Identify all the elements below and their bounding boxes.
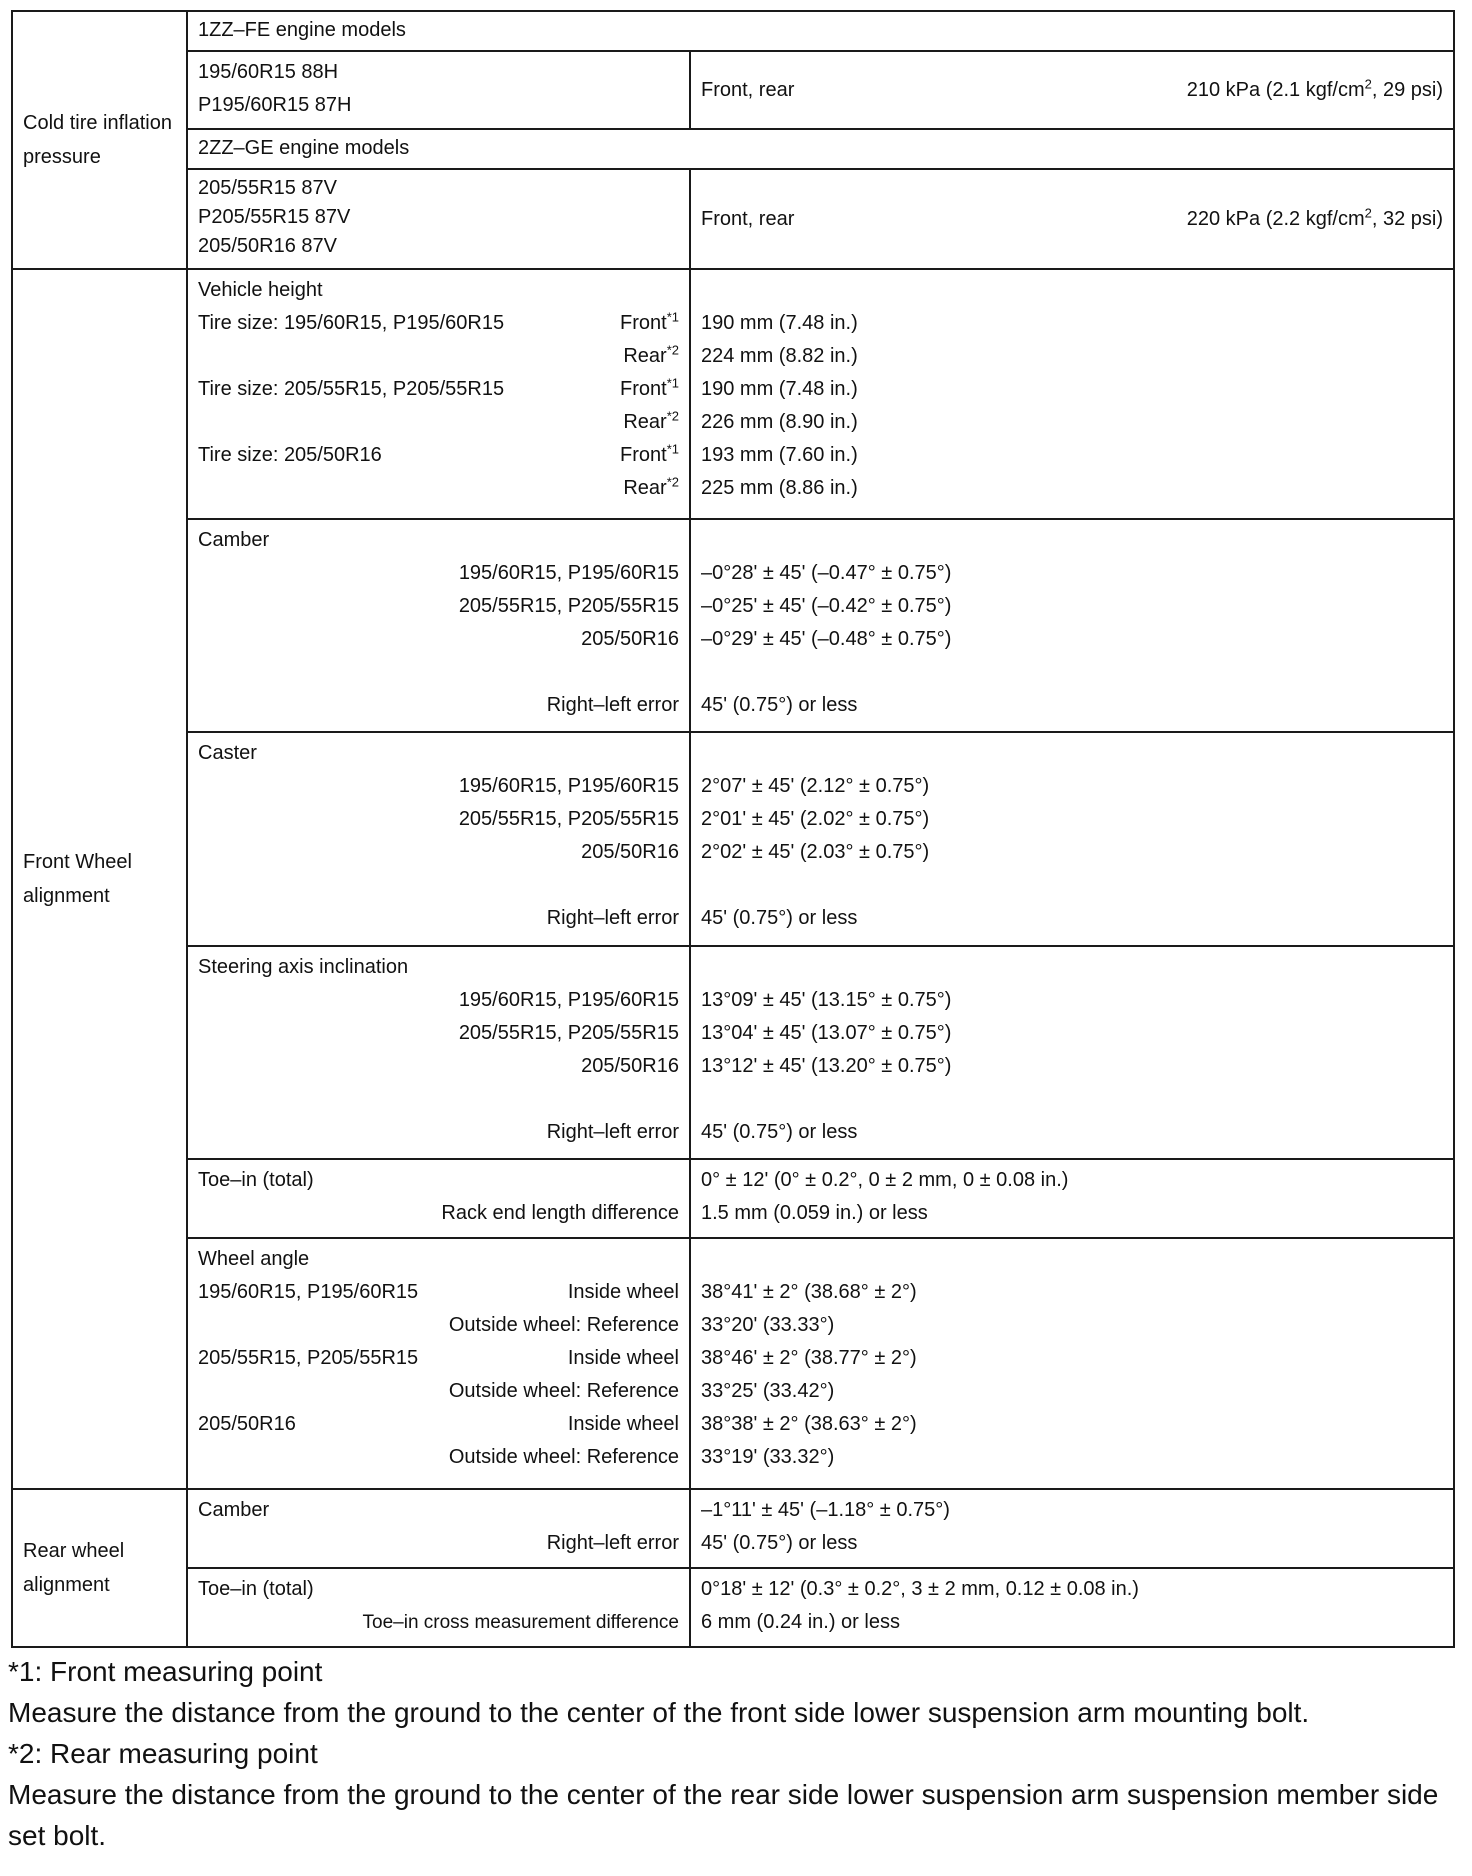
caster-value: 2°02' ± 45' (2.03° ± 0.75°) [701, 841, 930, 864]
vehicle-height-value: 190 mm (7.48 in.) [701, 311, 858, 334]
rear-camber-title: Camber [198, 1498, 270, 1521]
toe-in-value: 0° ± 12' (0° ± 0.2°, 0 ± 2 mm, 0 ± 0.08 in.) [701, 1169, 1069, 1192]
rear-alignment-label-line1: Rear wheel [23, 1539, 125, 1562]
caster-error-value: 45' (0.75°) or less [701, 907, 858, 930]
rear-toe-in-title: Toe–in (total) [198, 1577, 314, 1600]
vehicle-height-value: 226 mm (8.90 in.) [701, 410, 858, 433]
list-item: Outside wheel: Reference [448, 1446, 679, 1469]
rear-toe-in-value: 0°18' ± 12' (0.3° ± 0.2°, 3 ± 2 mm, 0.12 ± 0.08 in.) [701, 1577, 1139, 1600]
engine-1zz-pressure [690, 51, 1454, 129]
vehicle-height-values [690, 269, 1454, 519]
tire-pressure-label-line2: pressure [23, 145, 101, 168]
engine-1zz-title: 1ZZ–FE engine models [187, 11, 1454, 51]
engine-2zz-title: 2ZZ–GE engine models [187, 129, 1454, 169]
toe-in-values [690, 1159, 1454, 1238]
list-item: Outside wheel: Reference [448, 1314, 679, 1337]
camber-title: Camber [198, 529, 270, 551]
list-item: Tire size: 205/50R16 Front$^{*1}$ [198, 440, 679, 466]
rack-end-label: Rack end length difference [441, 1202, 679, 1225]
caster-value: 2°07' ± 45' (2.12° ± 0.75°) [701, 775, 930, 798]
list-item: 205/55R15, P205/55R15 [458, 1021, 679, 1044]
vehicle-height-labels [187, 269, 690, 519]
rear-alignment-label-line2: alignment [23, 1573, 110, 1596]
steering-value: 13°09' ± 45' (13.15° ± 0.75°) [701, 988, 952, 1011]
note2-text: Measure the distance from the ground to the center of the rear side lower suspension arm suspension member side set bolt. [8, 1779, 1439, 1851]
list-item: 205/50R16 [581, 841, 679, 864]
wheel-angle-values [690, 1238, 1454, 1488]
list-item: Outside wheel: Reference [448, 1380, 679, 1403]
front-alignment-label [12, 269, 187, 1489]
list-item: 205/55R15, P205/55R15 [458, 595, 679, 617]
steering-values [690, 946, 1454, 1159]
camber-labels [187, 519, 690, 732]
camber-value: –0°29' ± 45' (–0.48° ± 0.75°) [701, 628, 952, 650]
caster-error-label: Right–left error [546, 907, 679, 930]
camber-value: –0°28' ± 45' (–0.47° ± 0.75°) [701, 562, 952, 584]
rear-alignment-label [12, 1489, 187, 1647]
wheel-angle-value: 33°25' (33.42°) [701, 1380, 835, 1403]
vehicle-height-value: 190 mm (7.48 in.) [701, 377, 858, 400]
vehicle-height-value: 224 mm (8.82 in.) [701, 344, 858, 367]
footnotes [8, 1651, 1458, 1856]
caster-values [690, 732, 1454, 945]
engine-2zz-position: Front, rear [701, 207, 795, 230]
vehicle-height-value: 193 mm (7.60 in.) [701, 443, 858, 466]
list-item: 205/55R15, P205/55R15 Inside wheel [198, 1347, 679, 1370]
rear-camber-values [690, 1489, 1454, 1568]
caster-title: Caster [198, 742, 257, 765]
rear-toe-in-values [690, 1568, 1454, 1647]
engine-2zz-pressure [690, 169, 1454, 269]
toe-in-title: Toe–in (total) [198, 1169, 314, 1192]
wheel-angle-title: Wheel angle [198, 1248, 310, 1271]
steering-labels [187, 946, 690, 1159]
caster-value: 2°01' ± 45' (2.02° ± 0.75°) [701, 808, 930, 831]
front-alignment-label-line1: Front Wheel [23, 850, 132, 873]
vehicle-height-title: Vehicle height [198, 278, 323, 301]
list-item: Tire size: 205/55R15, P205/55R15 Front$^{*1}$ [198, 374, 679, 400]
specification-table [11, 10, 1455, 1648]
list-item: 205/55R15, P205/55R15 [458, 808, 679, 831]
wheel-angle-value: 38°46' ± 2° (38.77° ± 2°) [701, 1347, 917, 1370]
steering-title: Steering axis inclination [198, 955, 409, 978]
wheel-angle-value: 38°41' ± 2° (38.68° ± 2°) [701, 1281, 917, 1304]
camber-value: –0°25' ± 45' (–0.42° ± 0.75°) [701, 595, 952, 617]
wheel-angle-labels [187, 1238, 690, 1488]
steering-error-value: 45' (0.75°) or less [701, 1120, 858, 1143]
wheel-angle-value: 33°20' (33.33°) [701, 1314, 835, 1337]
tire-pressure-label-line1: Cold tire inflation [23, 111, 172, 134]
list-item: 205/50R16 [581, 1054, 679, 1077]
list-item: Rear$^{*2}$ [623, 407, 679, 433]
tire-pressure-label [12, 11, 187, 269]
caster-labels [187, 732, 690, 945]
engine-2zz-sizes: 205/55R15 87V P205/55R15 87V 205/50R16 87V [187, 169, 690, 269]
list-item: 195/60R15, P195/60R15 [458, 775, 679, 798]
rear-toe-cross-value: 6 mm (0.24 in.) or less [701, 1610, 900, 1633]
vehicle-height-value: 225 mm (8.86 in.) [701, 476, 858, 499]
wheel-angle-value: 38°38' ± 2° (38.63° ± 2°) [701, 1413, 917, 1436]
list-item: 195/60R15, P195/60R15 [458, 988, 679, 1011]
list-item: Rear$^{*2}$ [623, 473, 679, 499]
engine-1zz-pressure-value: 210 kPa (2.1 kgf/$cm^2$, 29 psi) [1186, 76, 1444, 102]
front-alignment-label-line2: alignment [23, 884, 110, 907]
rear-camber-labels [187, 1489, 690, 1568]
wheel-angle-value: 33°19' (33.32°) [701, 1446, 835, 1469]
list-item: Tire size: 195/60R15, P195/60R15 Front$^{*1}$ [198, 308, 679, 334]
camber-error-value: 45' (0.75°) or less [701, 694, 858, 716]
engine-1zz-sizes: 195/60R15 88H P195/60R15 87H [187, 51, 690, 129]
list-item: 195/60R15, P195/60R15 [458, 562, 679, 584]
rear-toe-in-labels [187, 1568, 690, 1647]
rear-toe-cross-label: Toe–in cross measurement difference [362, 1611, 679, 1633]
engine-1zz-position: Front, rear [701, 79, 795, 102]
list-item: 205/50R16 [581, 628, 679, 650]
rear-camber-error-value: 45' (0.75°) or less [701, 1531, 858, 1554]
rear-camber-error-label: Right–left error [546, 1531, 679, 1554]
note1-title: *1: Front measuring point [8, 1656, 323, 1687]
steering-error-label: Right–left error [546, 1120, 679, 1143]
camber-values [690, 519, 1454, 732]
rear-camber-value: –1°11' ± 45' (–1.18° ± 0.75°) [701, 1498, 950, 1521]
camber-error-label: Right–left error [546, 694, 679, 716]
rack-end-value: 1.5 mm (0.059 in.) or less [701, 1202, 928, 1225]
note2-title: *2: Rear measuring point [8, 1738, 318, 1769]
list-item: 205/50R16 Inside wheel [198, 1413, 679, 1436]
engine-2zz-pressure-value: 220 kPa (2.2 kgf/$cm^2$, 32 psi) [1186, 205, 1444, 230]
steering-value: 13°12' ± 45' (13.20° ± 0.75°) [701, 1054, 952, 1077]
toe-in-labels [187, 1159, 690, 1238]
steering-value: 13°04' ± 45' (13.07° ± 0.75°) [701, 1021, 952, 1044]
list-item: Rear$^{*2}$ [623, 341, 679, 367]
list-item: 195/60R15, P195/60R15 Inside wheel [198, 1281, 679, 1304]
note1-text: Measure the distance from the ground to the center of the front side lower suspension arm mounting bolt. [8, 1697, 1310, 1728]
